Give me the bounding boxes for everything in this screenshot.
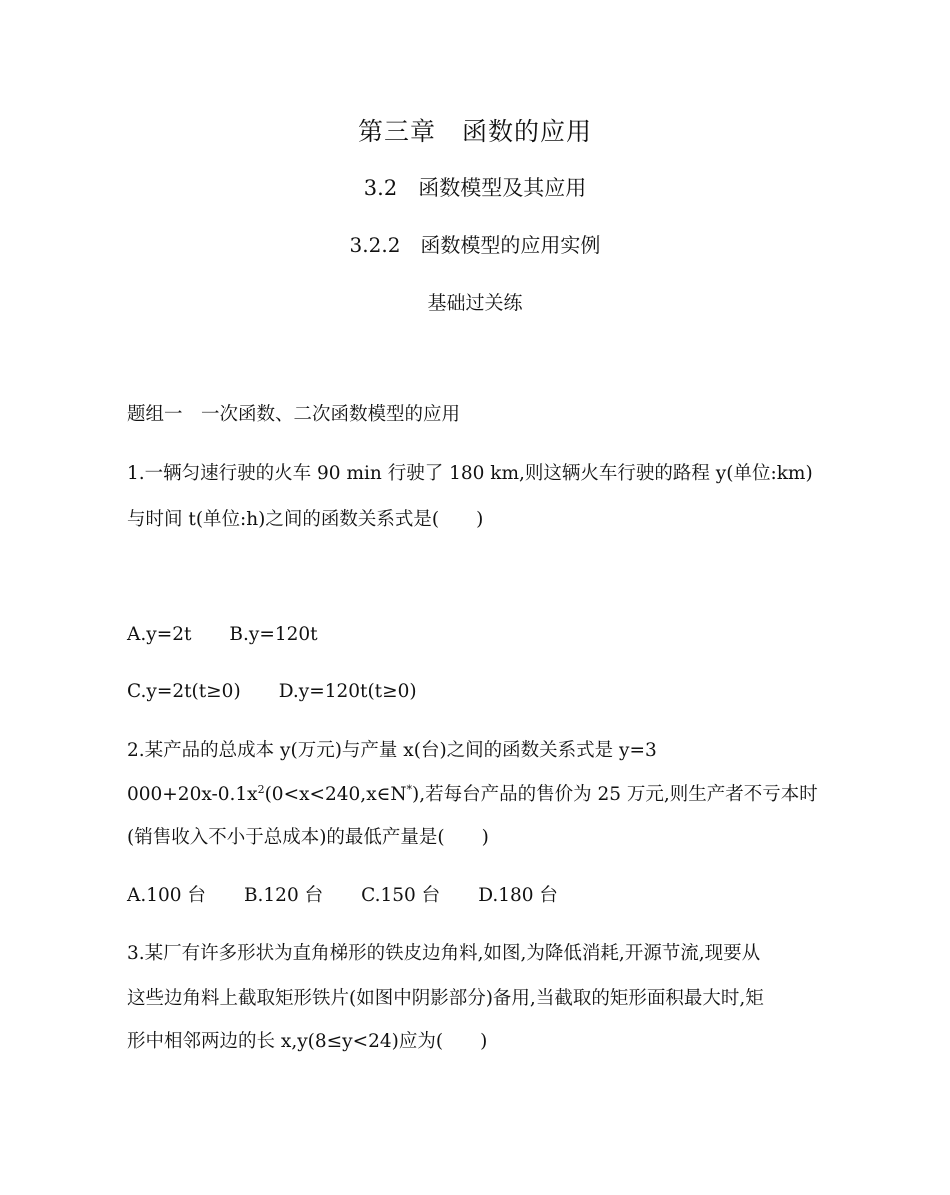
question-2-line-3: (销售收入不小于总成本)的最低产量是( ): [127, 827, 489, 848]
exercise-title: 基础过关练: [427, 292, 523, 314]
question-1-line-1: 1.一辆匀速行驶的火车 90 min 行驶了 180 km,则这辆火车行驶的路程 y(单位:km): [127, 463, 813, 484]
option-b: B.y=120t: [229, 624, 318, 645]
question-3-line-3: 形中相邻两边的长 x,y(8≤y<24)应为( ): [127, 1031, 488, 1052]
option-d: D.180 台: [478, 885, 558, 906]
question-1-line-2: 与时间 t(单位:h)之间的函数关系式是( ): [127, 509, 484, 530]
formula-part-3: ),若每台产品的售价为 25 万元,则生产者不亏本时: [412, 784, 818, 805]
question-3-line-2: 这些边角料上截取矩形铁片(如图中阴影部分)备用,当截取的矩形面积最大时,矩: [127, 988, 764, 1009]
question-2-options: [127, 887, 596, 906]
chapter-title: 第三章 函数的应用: [357, 117, 592, 146]
exponent: 2: [257, 783, 265, 796]
formula-part-1: 000+20x-0.1x: [127, 784, 258, 805]
group-title: 题组一 一次函数、二次函数模型的应用: [127, 404, 461, 425]
option-c: C.y=2t(t≥0): [127, 681, 241, 702]
section-title: 3.2 函数模型及其应用: [363, 176, 587, 200]
question-2-line-1: 2.某产品的总成本 y(万元)与产量 x(台)之间的函数关系式是 y=3: [127, 740, 657, 761]
question-3-line-1: 3.某厂有许多形状为直角梯形的铁皮边角料,如图,为降低消耗,开源节流,现要从: [127, 943, 761, 964]
subsection-title: 3.2.2 函数模型的应用实例: [349, 233, 601, 257]
question-2-line-2: [127, 783, 818, 805]
star-superscript: *: [406, 783, 413, 796]
question-1-options-row-1: [127, 626, 356, 645]
option-c: C.150 台: [361, 885, 441, 906]
option-d: D.y=120t(t≥0): [278, 681, 417, 702]
question-1-options-row-2: [127, 683, 455, 702]
option-a: A.y=2t: [127, 624, 192, 645]
formula-part-2: (0<x<240,x∈N: [264, 784, 407, 805]
option-a: A.100 台: [127, 885, 206, 906]
option-b: B.120 台: [243, 885, 324, 906]
